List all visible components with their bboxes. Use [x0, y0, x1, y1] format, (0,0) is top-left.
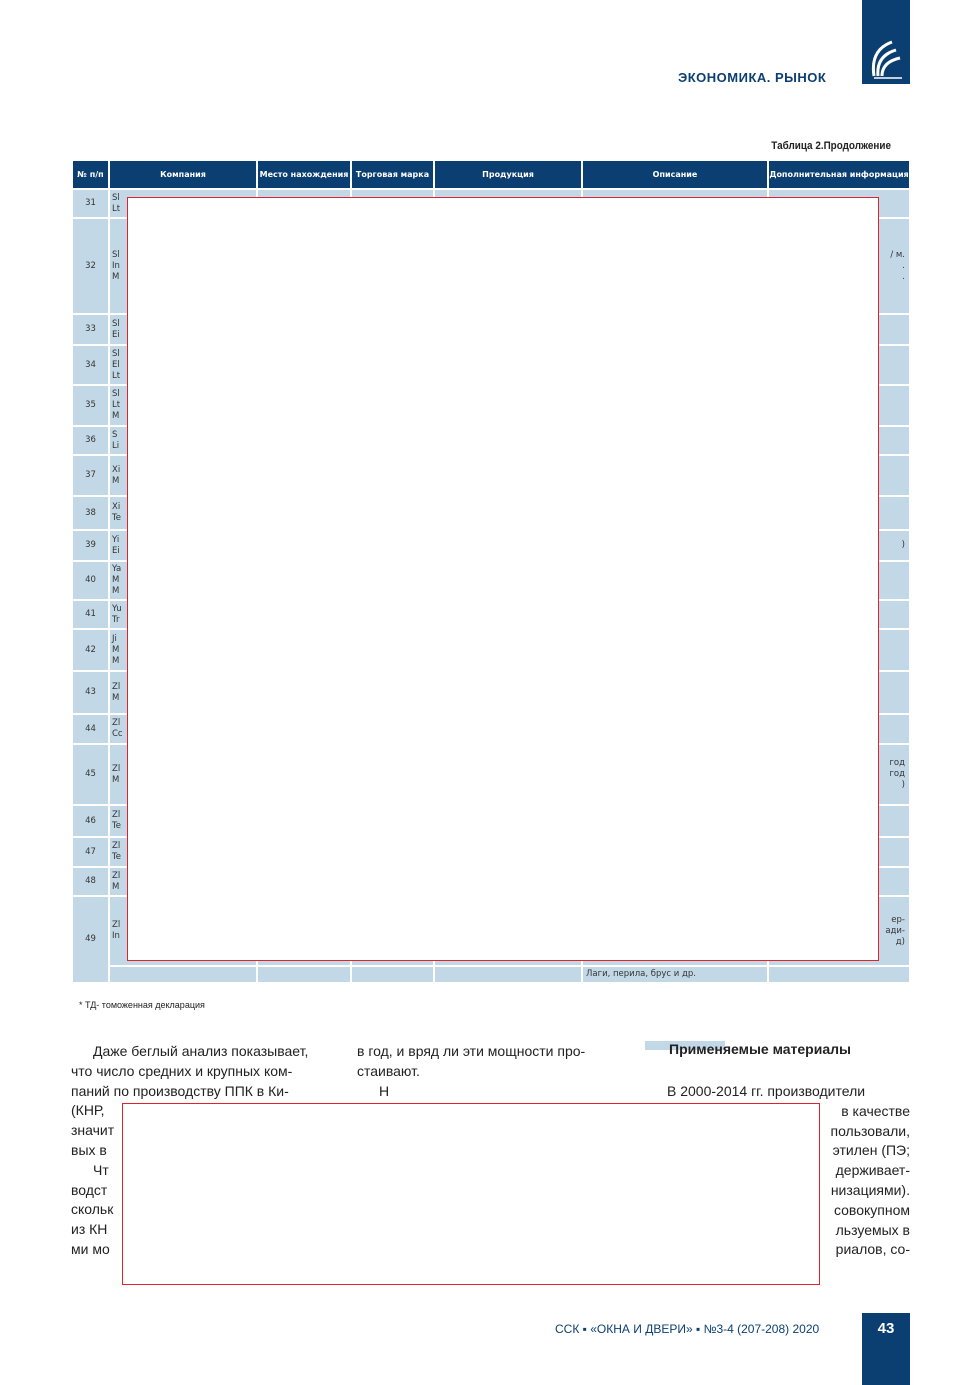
table-cell [351, 966, 434, 983]
row-number: 49 [72, 896, 109, 983]
text-line: в качестве [841, 1102, 910, 1119]
row-number: 47 [72, 837, 109, 867]
text-line: скольк [71, 1201, 114, 1218]
text-line: совокупном [833, 1201, 910, 1218]
footnote: * ТД- томоженная декларация [79, 1000, 205, 1010]
company-cell: Zl Te [109, 805, 257, 837]
text-line: ми мо [71, 1240, 110, 1257]
text-line: риалов, со- [835, 1241, 910, 1258]
column-header: № п/п [72, 161, 109, 189]
column-header: Компания [109, 161, 257, 189]
extra-info-cell: год год ) [768, 744, 910, 805]
column-header: Торговая марка [351, 161, 434, 189]
company-cell: Zl Te [109, 837, 257, 867]
text-line: значит [71, 1122, 115, 1139]
text-line: льзуемых в [835, 1221, 910, 1238]
column-header: Место нахождения [257, 161, 351, 189]
company-cell: Sl In M [109, 218, 257, 314]
redaction-box-text [122, 1103, 820, 1285]
text-line: Н [379, 1082, 390, 1099]
text-line: вых в [71, 1141, 107, 1158]
text-line: держивает- [835, 1162, 910, 1179]
column-header: Дополнительная информация [768, 161, 910, 189]
row-number: 33 [72, 314, 109, 345]
journal-logo-icon [862, 0, 910, 84]
text-line: из КН [71, 1221, 108, 1238]
text-line: В 2000-2014 гг. производители [667, 1083, 866, 1099]
row-number: 37 [72, 455, 109, 496]
extra-info-cell: ) [768, 530, 910, 561]
text-line: низациями). [830, 1181, 910, 1198]
row-number: 34 [72, 345, 109, 385]
footer-journal: ССК ▪ «ОКНА И ДВЕРИ» ▪ №3-4 (207-208) 2020 [555, 1322, 820, 1336]
text-line: в год, и вряд ли эти мощности про- [357, 1043, 586, 1059]
text-line: Чт [93, 1161, 109, 1178]
text-line: Даже беглый анализ показывает, [93, 1043, 309, 1059]
article-column-2 [357, 1042, 622, 1101]
company-cell: Yu Tr [109, 600, 257, 629]
row-number: 45 [72, 744, 109, 805]
company-cell: Zl Cc [109, 714, 257, 744]
row-number: 44 [72, 714, 109, 744]
column-header: Продукция [434, 161, 582, 189]
row-number: 48 [72, 867, 109, 896]
row-number: 43 [72, 671, 109, 714]
table-cell [257, 966, 351, 983]
company-cell: Zl M [109, 671, 257, 714]
column-header: Описание [582, 161, 768, 189]
text-line: водст [71, 1181, 108, 1198]
company-cell: S Li [109, 426, 257, 455]
page-number: 43 [862, 1313, 910, 1385]
row-number: 42 [72, 629, 109, 671]
row-number: 35 [72, 385, 109, 426]
table-cell [109, 966, 257, 983]
extra-info-cell: / м. . . [768, 218, 910, 314]
table-cell [434, 966, 582, 983]
row-number: 32 [72, 218, 109, 314]
company-cell: Sl Lt [109, 189, 257, 218]
text-line: этилен (ПЭ; [832, 1142, 910, 1159]
row-number: 40 [72, 561, 109, 600]
row-number: 46 [72, 805, 109, 837]
table-row [72, 966, 910, 983]
company-cell: Zl In [109, 896, 257, 966]
table-cell [768, 966, 910, 983]
company-cell: Yi Ei [109, 530, 257, 561]
company-cell: Xi Te [109, 496, 257, 530]
row-number: 36 [72, 426, 109, 455]
row-number: 31 [72, 189, 109, 218]
text-line: паний по производству ППК в Ки- [71, 1082, 289, 1099]
company-cell: Ji M M [109, 629, 257, 671]
text-line: что число средних и крупных ком- [71, 1062, 293, 1079]
description-cell: Лаги, перила, брус и др. [582, 966, 768, 983]
redaction-box-table [127, 197, 879, 961]
company-cell: Sl El Lt [109, 345, 257, 385]
extra-info-cell: ер- ади- д) [768, 896, 910, 966]
header-tab [862, 0, 910, 84]
section-heading: Применяемые материалы [669, 1041, 851, 1057]
company-cell: Sl Lt M [109, 385, 257, 426]
text-line: стаивают. [357, 1062, 420, 1079]
row-number: 41 [72, 600, 109, 629]
row-number: 38 [72, 496, 109, 530]
company-cell: Zl M [109, 744, 257, 805]
company-cell: Xi M [109, 455, 257, 496]
text-line: пользовали, [830, 1122, 910, 1139]
company-cell: Zl M [109, 867, 257, 896]
section-title: ЭКОНОМИКА. РЫНОК [678, 70, 827, 85]
table-caption: Таблица 2.Продолжение [771, 140, 891, 152]
row-number: 39 [72, 530, 109, 561]
company-cell: Sl Ei [109, 314, 257, 345]
text-line: (КНР, [71, 1102, 105, 1119]
company-cell: Ya M M [109, 561, 257, 600]
